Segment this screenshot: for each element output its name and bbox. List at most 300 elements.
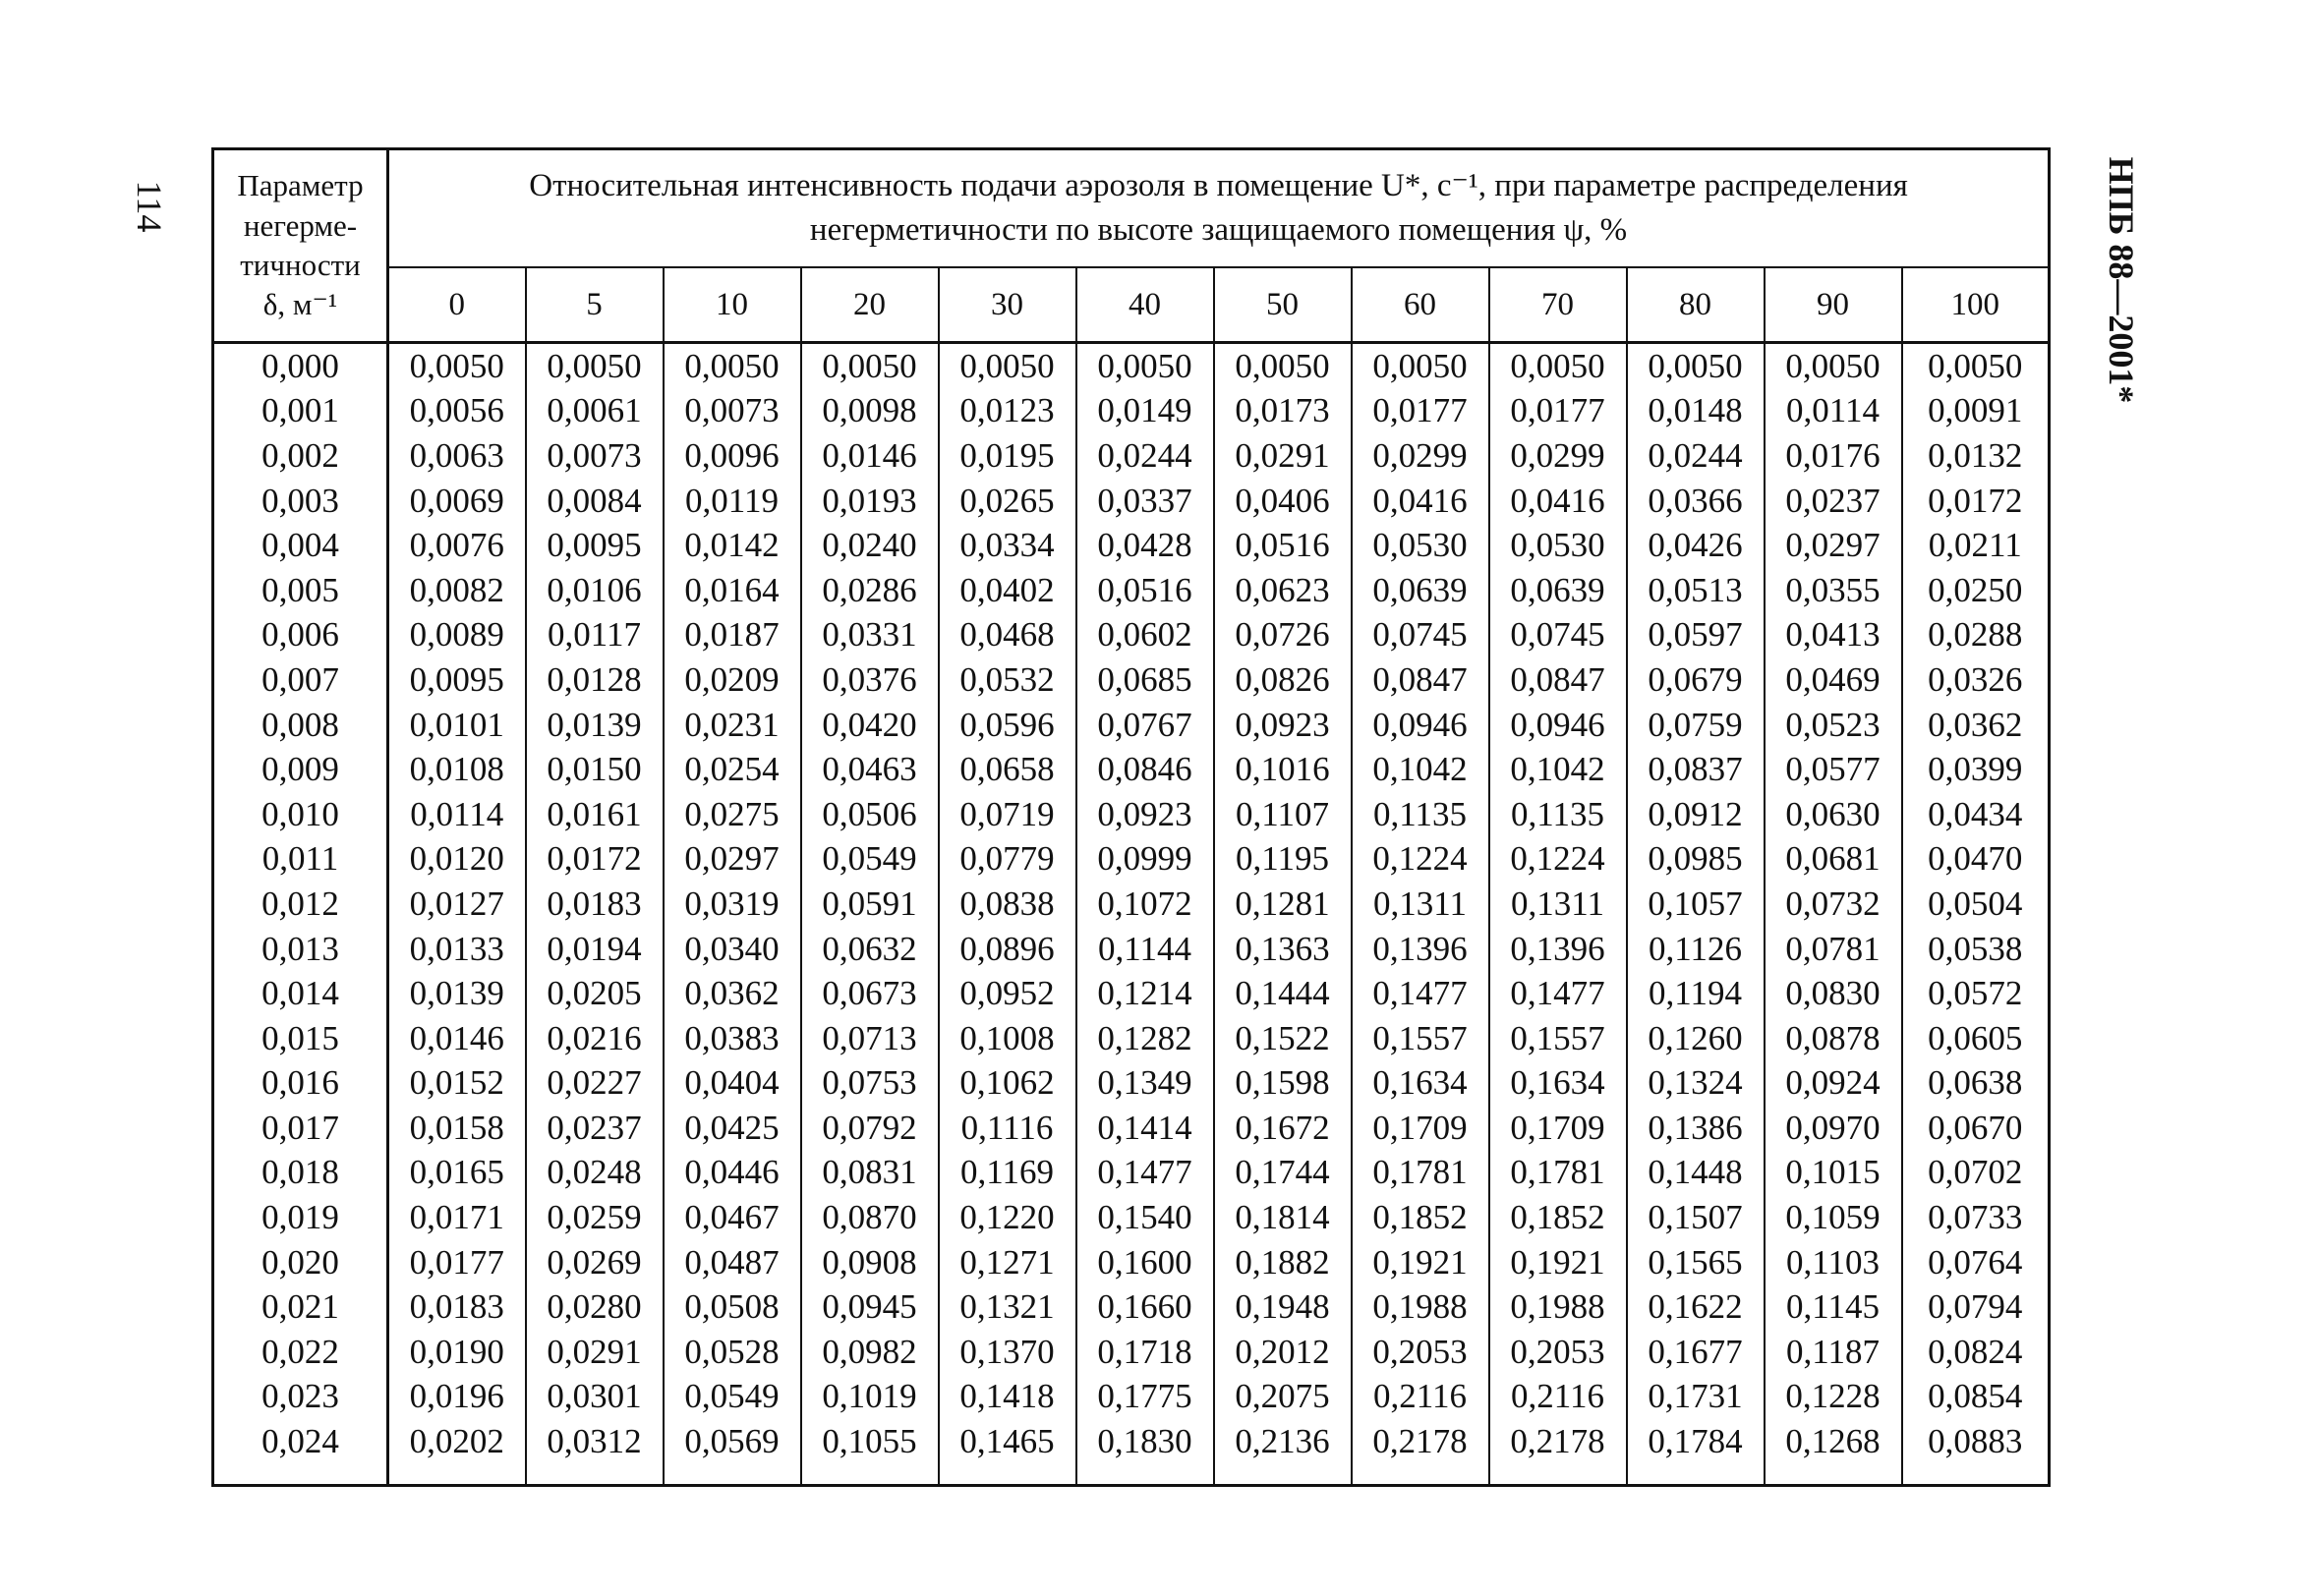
value-cell: 0,0596 (939, 703, 1076, 748)
value-cell: 0,1709 (1352, 1106, 1489, 1151)
value-cell: 0,0792 (801, 1106, 939, 1151)
value-cell: 0,0073 (664, 389, 801, 434)
value-cell: 0,1444 (1214, 971, 1352, 1016)
value-cell: 0,1396 (1489, 927, 1627, 972)
value-cell: 0,0211 (1902, 523, 2050, 568)
value-cell: 0,0487 (664, 1240, 801, 1285)
corner-line: тичности (240, 248, 361, 282)
value-cell: 0,1271 (939, 1240, 1076, 1285)
value-cell: 0,1194 (1627, 971, 1765, 1016)
delta-cell: 0,018 (213, 1151, 388, 1196)
value-cell: 0,0139 (409, 974, 504, 1013)
value-cell: 0,1062 (939, 1061, 1076, 1107)
value-cell: 0,0434 (1902, 792, 2050, 837)
value-cell: 0,0404 (664, 1061, 801, 1107)
value-cell: 0,0779 (939, 837, 1076, 883)
value-cell: 0,1386 (1627, 1106, 1765, 1151)
value-cell: 0,1477 (1076, 1151, 1214, 1196)
value-cell: 0,1396 (1352, 927, 1489, 972)
psi-column-header: 50 (1214, 267, 1352, 343)
value-cell: 0,0119 (664, 479, 801, 524)
value-cell: 0,0446 (664, 1151, 801, 1196)
value-cell: 0,0753 (801, 1061, 939, 1107)
value-cell: 0,0406 (1214, 479, 1352, 524)
value-cell: 0,0171 (409, 1198, 504, 1237)
delta-cell: 0,019 (213, 1195, 388, 1240)
value-cell: 0,0577 (1765, 747, 1902, 792)
value-cell: 0,0172 (1902, 479, 2050, 524)
value-cell: 0,0504 (1902, 882, 2050, 927)
value-cell: 0,0150 (526, 747, 664, 792)
delta-cell: 0,020 (213, 1240, 388, 1285)
value-cell: 0,0878 (1765, 1016, 1902, 1061)
table-row (213, 479, 2050, 524)
value-cell: 0,1988 (1489, 1284, 1627, 1330)
value-cell: 0,0838 (939, 882, 1076, 927)
value-cell: 0,0402 (939, 568, 1076, 613)
value-cell: 0,0759 (1627, 703, 1765, 748)
value-cell: 0,0095 (409, 659, 504, 699)
delta-cell: 0,008 (213, 703, 388, 748)
value-cell: 0,0366 (1627, 479, 1765, 524)
value-cell: 0,1988 (1352, 1284, 1489, 1330)
value-cell: 0,0530 (1352, 523, 1489, 568)
value-cell: 0,0532 (939, 657, 1076, 703)
value-cell: 0,0050 (1489, 343, 1627, 389)
value-cell: 0,0923 (1076, 792, 1214, 837)
value-cell: 0,0128 (526, 657, 664, 703)
table-row (213, 971, 2050, 1016)
value-cell: 0,0254 (664, 747, 801, 792)
value-cell: 0,0597 (1627, 613, 1765, 658)
value-cell: 0,1634 (1489, 1061, 1627, 1107)
value-cell: 0,1672 (1214, 1106, 1352, 1151)
value-cell: 0,1634 (1352, 1061, 1489, 1107)
table-row (213, 568, 2050, 613)
table-row (213, 343, 2050, 389)
value-cell: 0,0982 (801, 1330, 939, 1375)
value-cell: 0,0173 (1214, 389, 1352, 434)
value-cell: 0,1282 (1076, 1016, 1214, 1061)
value-cell: 0,0639 (1352, 568, 1489, 613)
value-cell: 0,1281 (1214, 882, 1352, 927)
delta-cell: 0,013 (213, 927, 388, 972)
delta-cell: 0,014 (213, 971, 388, 1016)
value-cell: 0,1781 (1352, 1151, 1489, 1196)
value-cell: 0,0209 (664, 657, 801, 703)
corner-line: δ, м⁻¹ (262, 287, 338, 322)
value-cell: 0,1882 (1214, 1240, 1352, 1285)
value-cell: 0,1169 (939, 1151, 1076, 1196)
value-cell: 0,1214 (1076, 971, 1214, 1016)
value-cell: 0,0050 (1214, 343, 1352, 389)
value-cell: 0,0745 (1489, 613, 1627, 658)
table-row (213, 792, 2050, 837)
value-cell: 0,1059 (1765, 1195, 1902, 1240)
value-cell: 0,0132 (1902, 433, 2050, 479)
value-cell: 0,0123 (939, 389, 1076, 434)
value-cell: 0,0702 (1902, 1151, 2050, 1196)
value-cell: 0,0084 (526, 479, 664, 524)
value-cell: 0,2053 (1352, 1330, 1489, 1375)
value-cell: 0,0265 (939, 479, 1076, 524)
value-cell: 0,0764 (1902, 1240, 2050, 1285)
value-cell: 0,0069 (409, 481, 504, 520)
value-cell: 0,0142 (664, 523, 801, 568)
value-cell: 0,0538 (1902, 927, 2050, 972)
padding-cell (801, 1464, 939, 1486)
value-cell: 0,0623 (1214, 568, 1352, 613)
psi-column-header: 5 (526, 267, 664, 343)
value-cell: 0,1852 (1489, 1195, 1627, 1240)
value-cell: 0,1565 (1627, 1240, 1765, 1285)
value-cell: 0,0781 (1765, 927, 1902, 972)
padding-cell (1489, 1464, 1627, 1486)
value-cell: 0,0177 (1489, 389, 1627, 434)
value-cell: 0,0177 (1352, 389, 1489, 434)
value-cell: 0,1418 (939, 1375, 1076, 1420)
table-row (213, 1016, 2050, 1061)
value-cell: 0,1055 (801, 1419, 939, 1464)
value-cell: 0,0355 (1765, 568, 1902, 613)
value-cell: 0,0726 (1214, 613, 1352, 658)
value-cell: 0,0924 (1765, 1061, 1902, 1107)
value-cell: 0,1921 (1352, 1240, 1489, 1285)
value-cell: 0,0227 (526, 1061, 664, 1107)
psi-column-header: 30 (939, 267, 1076, 343)
aerosol-intensity-table (211, 147, 2051, 1487)
table-row (213, 1375, 2050, 1420)
value-cell: 0,0183 (526, 882, 664, 927)
value-cell: 0,0259 (526, 1195, 664, 1240)
value-cell: 0,1465 (939, 1419, 1076, 1464)
value-cell: 0,1830 (1076, 1419, 1214, 1464)
value-cell: 0,1744 (1214, 1151, 1352, 1196)
value-cell: 0,0569 (664, 1419, 801, 1464)
value-cell: 0,0399 (1902, 747, 2050, 792)
value-cell: 0,0319 (664, 882, 801, 927)
padding-cell (388, 1464, 526, 1486)
value-cell: 0,0639 (1489, 568, 1627, 613)
value-cell: 0,0630 (1765, 792, 1902, 837)
value-cell: 0,0985 (1627, 837, 1765, 883)
value-cell: 0,0291 (1214, 433, 1352, 479)
table-body (213, 343, 2050, 1486)
value-cell: 0,1042 (1352, 747, 1489, 792)
value-cell: 0,0425 (664, 1106, 801, 1151)
value-cell: 0,1598 (1214, 1061, 1352, 1107)
value-cell: 0,1195 (1214, 837, 1352, 883)
value-cell: 0,0146 (409, 1018, 504, 1057)
value-cell: 0,1321 (939, 1284, 1076, 1330)
value-cell: 0,2116 (1352, 1375, 1489, 1420)
value-cell: 0,0468 (939, 613, 1076, 658)
value-cell: 0,0089 (409, 615, 504, 655)
value-cell: 0,0050 (801, 343, 939, 389)
value-cell: 0,0183 (409, 1287, 504, 1327)
value-cell: 0,0416 (1489, 479, 1627, 524)
delta-cell: 0,002 (213, 433, 388, 479)
value-cell: 0,1072 (1076, 882, 1214, 927)
value-cell: 0,0073 (526, 433, 664, 479)
value-cell: 0,0139 (526, 703, 664, 748)
padding-cell (1765, 1464, 1902, 1486)
delta-cell: 0,007 (213, 657, 388, 703)
title-line: Относительная интенсивность подачи аэрозоля в помещение U*, с⁻¹, при параметре распределения (529, 168, 1908, 204)
padding-cell (526, 1464, 664, 1486)
value-cell: 0,0050 (1076, 343, 1214, 389)
value-cell: 0,0149 (1076, 389, 1214, 434)
value-cell: 0,0275 (664, 792, 801, 837)
value-cell: 0,0190 (409, 1332, 504, 1371)
value-cell: 0,0286 (801, 568, 939, 613)
value-cell: 0,0106 (526, 568, 664, 613)
value-cell: 0,0120 (409, 839, 504, 879)
value-cell: 0,0681 (1765, 837, 1902, 883)
value-cell: 0,0673 (801, 971, 939, 1016)
value-cell: 0,0063 (409, 435, 504, 475)
value-cell: 0,1522 (1214, 1016, 1352, 1061)
value-cell: 0,0467 (664, 1195, 801, 1240)
value-cell: 0,0528 (664, 1330, 801, 1375)
value-cell: 0,0516 (1076, 568, 1214, 613)
value-cell: 0,0638 (1902, 1061, 2050, 1107)
table-row (213, 1151, 2050, 1196)
value-cell: 0,0745 (1352, 613, 1489, 658)
value-cell: 0,0117 (526, 613, 664, 658)
value-cell: 0,0470 (1902, 837, 2050, 883)
delta-cell: 0,012 (213, 882, 388, 927)
value-cell: 0,0331 (801, 613, 939, 658)
value-cell: 0,0244 (1076, 433, 1214, 479)
value-cell: 0,0952 (939, 971, 1076, 1016)
value-cell: 0,1600 (1076, 1240, 1214, 1285)
value-cell: 0,0605 (1902, 1016, 2050, 1061)
value-cell: 0,0362 (664, 971, 801, 1016)
value-cell: 0,0248 (526, 1151, 664, 1196)
value-cell: 0,2178 (1489, 1419, 1627, 1464)
value-cell: 0,0847 (1489, 657, 1627, 703)
delta-cell: 0,021 (213, 1284, 388, 1330)
value-cell: 0,1107 (1214, 792, 1352, 837)
value-cell: 0,1145 (1765, 1284, 1902, 1330)
psi-column-header: 60 (1352, 267, 1489, 343)
delta-column-header (213, 149, 388, 343)
value-cell: 0,1103 (1765, 1240, 1902, 1285)
value-cell: 0,0733 (1902, 1195, 2050, 1240)
value-cell: 0,0133 (409, 929, 504, 968)
psi-column-header: 70 (1489, 267, 1627, 343)
value-cell: 0,0237 (1765, 479, 1902, 524)
delta-cell: 0,016 (213, 1061, 388, 1107)
delta-cell: 0,009 (213, 747, 388, 792)
value-cell: 0,0946 (1489, 703, 1627, 748)
value-cell: 0,1008 (939, 1016, 1076, 1061)
value-cell: 0,1187 (1765, 1330, 1902, 1375)
table-row (213, 837, 2050, 883)
psi-column-header: 0 (388, 267, 526, 343)
value-cell: 0,0240 (801, 523, 939, 568)
value-cell: 0,0146 (801, 433, 939, 479)
value-cell: 0,1370 (939, 1330, 1076, 1375)
value-cell: 0,0870 (801, 1195, 939, 1240)
value-cell: 0,2012 (1214, 1330, 1352, 1375)
table-row (213, 927, 2050, 972)
delta-cell: 0,010 (213, 792, 388, 837)
value-cell: 0,0244 (1627, 433, 1765, 479)
value-cell: 0,2075 (1214, 1375, 1352, 1420)
value-cell: 0,0719 (939, 792, 1076, 837)
value-cell: 0,0269 (526, 1240, 664, 1285)
value-cell: 0,0912 (1627, 792, 1765, 837)
value-cell: 0,0297 (664, 837, 801, 883)
value-cell: 0,0837 (1627, 747, 1765, 792)
psi-column-header: 10 (664, 267, 801, 343)
value-cell: 0,0127 (409, 884, 504, 923)
value-cell: 0,0416 (1352, 479, 1489, 524)
value-cell: 0,1557 (1489, 1016, 1627, 1061)
value-cell: 0,0632 (801, 927, 939, 972)
value-cell: 0,0082 (409, 570, 504, 609)
psi-column-header: 100 (1902, 267, 2050, 343)
table-title (388, 149, 2050, 268)
padding-cell (1214, 1464, 1352, 1486)
value-cell: 0,0250 (1902, 568, 2050, 613)
value-cell: 0,0426 (1627, 523, 1765, 568)
value-cell: 0,0523 (1765, 703, 1902, 748)
value-cell: 0,0383 (664, 1016, 801, 1061)
value-cell: 0,0945 (801, 1284, 939, 1330)
value-cell: 0,0187 (664, 613, 801, 658)
value-cell: 0,0114 (1765, 389, 1902, 434)
value-cell: 0,0549 (801, 837, 939, 883)
value-cell: 0,0326 (1902, 657, 2050, 703)
value-cell: 0,1852 (1352, 1195, 1489, 1240)
value-cell: 0,0572 (1902, 971, 2050, 1016)
value-cell: 0,0196 (409, 1377, 504, 1416)
value-cell: 0,0050 (1352, 343, 1489, 389)
document-code: НПБ 88—2001* (2102, 156, 2141, 404)
value-cell: 0,1948 (1214, 1284, 1352, 1330)
value-cell: 0,0152 (409, 1063, 504, 1103)
value-cell: 0,1057 (1627, 882, 1765, 927)
value-cell: 0,1126 (1627, 927, 1765, 972)
value-cell: 0,0114 (410, 794, 504, 833)
value-cell: 0,0061 (526, 389, 664, 434)
value-cell: 0,1268 (1765, 1419, 1902, 1464)
value-cell: 0,0658 (939, 747, 1076, 792)
value-cell: 0,0337 (1076, 479, 1214, 524)
table-row (213, 1240, 2050, 1285)
psi-column-header: 80 (1627, 267, 1765, 343)
value-cell: 0,0050 (1765, 343, 1902, 389)
value-cell: 0,1015 (1765, 1151, 1902, 1196)
value-cell: 0,1477 (1489, 971, 1627, 1016)
value-cell: 0,0854 (1902, 1375, 2050, 1420)
value-cell: 0,0195 (939, 433, 1076, 479)
value-cell: 0,1677 (1627, 1330, 1765, 1375)
value-cell: 0,1019 (801, 1375, 939, 1420)
value-cell: 0,0161 (526, 792, 664, 837)
value-cell: 0,0923 (1214, 703, 1352, 748)
psi-header-row (213, 267, 2050, 343)
value-cell: 0,0469 (1765, 657, 1902, 703)
value-cell: 0,0101 (409, 705, 504, 744)
delta-cell: 0,015 (213, 1016, 388, 1061)
value-cell: 0,0288 (1902, 613, 2050, 658)
value-cell: 0,1135 (1352, 792, 1489, 837)
value-cell: 0,0291 (526, 1330, 664, 1375)
value-cell: 0,1260 (1627, 1016, 1765, 1061)
delta-cell: 0,005 (213, 568, 388, 613)
padding-cell (939, 1464, 1076, 1486)
value-cell: 0,0420 (801, 703, 939, 748)
value-cell: 0,1220 (939, 1195, 1076, 1240)
value-cell: 0,0530 (1489, 523, 1627, 568)
value-cell: 0,0670 (1902, 1106, 2050, 1151)
table-row (213, 657, 2050, 703)
value-cell: 0,0824 (1902, 1330, 2050, 1375)
delta-cell: 0,022 (213, 1330, 388, 1375)
value-cell: 0,0376 (801, 657, 939, 703)
value-cell: 0,0506 (801, 792, 939, 837)
corner-line: Параметр (237, 168, 364, 203)
value-cell: 0,0091 (1902, 389, 2050, 434)
padding-cell (1352, 1464, 1489, 1486)
value-cell: 0,1324 (1627, 1061, 1765, 1107)
value-cell: 0,0148 (1627, 389, 1765, 434)
value-cell: 0,0794 (1902, 1284, 2050, 1330)
value-cell: 0,0826 (1214, 657, 1352, 703)
value-cell: 0,0108 (409, 750, 504, 789)
value-cell: 0,1042 (1489, 747, 1627, 792)
table-row (213, 1419, 2050, 1464)
value-cell: 0,0883 (1902, 1419, 2050, 1464)
table-row (213, 523, 2050, 568)
title-line: негерметичности по высоте защищаемого помещения ψ, % (809, 212, 1628, 248)
value-cell: 0,0299 (1489, 433, 1627, 479)
value-cell: 0,0176 (1765, 433, 1902, 479)
value-cell: 0,0970 (1765, 1106, 1902, 1151)
value-cell: 0,1228 (1765, 1375, 1902, 1420)
psi-column-header: 40 (1076, 267, 1214, 343)
value-cell: 0,0946 (1352, 703, 1489, 748)
value-cell: 0,1507 (1627, 1195, 1765, 1240)
delta-cell: 0,001 (213, 389, 388, 434)
value-cell: 0,0297 (1765, 523, 1902, 568)
value-cell: 0,0413 (1765, 613, 1902, 658)
value-cell: 0,2136 (1214, 1419, 1352, 1464)
value-cell: 0,0050 (664, 343, 801, 389)
value-cell: 0,0095 (526, 523, 664, 568)
value-cell: 0,0685 (1076, 657, 1214, 703)
delta-cell: 0,017 (213, 1106, 388, 1151)
value-cell: 0,0999 (1076, 837, 1214, 883)
value-cell: 0,0193 (801, 479, 939, 524)
page-number: 114 (130, 180, 169, 233)
value-cell: 0,0280 (526, 1284, 664, 1330)
value-cell: 0,1448 (1627, 1151, 1765, 1196)
value-cell: 0,0098 (801, 389, 939, 434)
value-cell: 0,1414 (1076, 1106, 1214, 1151)
delta-cell: 0,011 (213, 837, 388, 883)
value-cell: 0,0216 (526, 1016, 664, 1061)
value-cell: 0,1622 (1627, 1284, 1765, 1330)
value-cell: 0,1921 (1489, 1240, 1627, 1285)
value-cell: 0,0194 (526, 927, 664, 972)
table-row (213, 1284, 2050, 1330)
value-cell: 0,1784 (1627, 1419, 1765, 1464)
